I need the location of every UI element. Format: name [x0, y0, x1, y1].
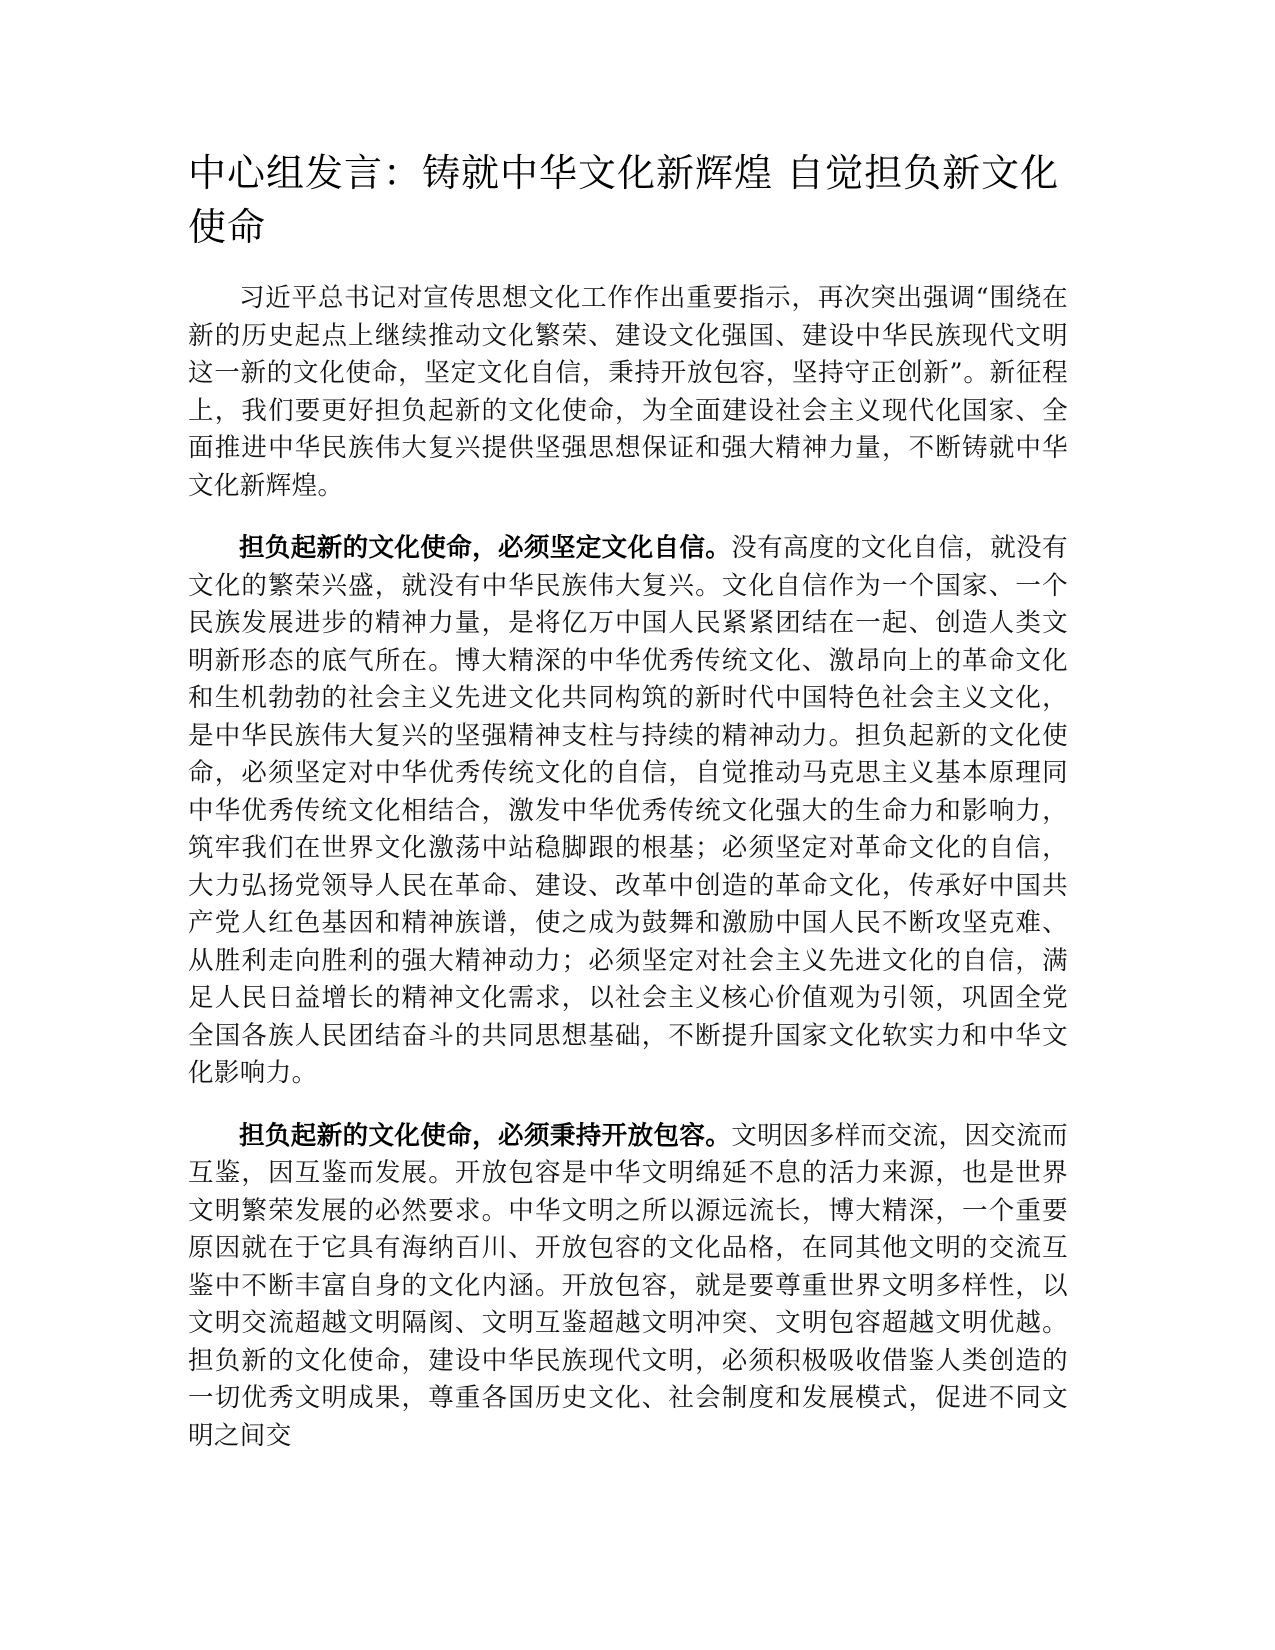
paragraph-lead: 担负起新的文化使命，必须坚定文化自信。 — [239, 533, 732, 563]
document-title: 中心组发言：铸就中华文化新辉煌 自觉担负新文化使命 — [188, 151, 1060, 249]
paragraph-text: 习近平总书记对宣传思想文化工作作出重要指示，再次突出强调“围绕在新的历史起点上继续推动文化繁荣、建设文化强国、建设中华民族现代文明这一新的文化使命，坚定文化自信，秉持开放包容，坚持守正创新”。新征程上，我们要更好担负起新的文化使命，为全面建设社会主义现代化国家、全面推进中华民族伟大复兴提供坚强思想保证和强大精神力量，不断铸就中华文化新辉煌。 — [188, 283, 1068, 501]
document-body — [188, 146, 1068, 1480]
paragraph-lead: 担负起新的文化使命，必须秉持开放包容。 — [239, 1120, 732, 1151]
paragraph-cultural-confidence — [188, 530, 1068, 1093]
paragraph-intro — [188, 280, 1068, 505]
paragraph-text: 没有高度的文化自信，就没有文化的繁荣兴盛，就没有中华民族伟大复兴。文化自信作为一个国家、一个民族发展进步的精神力量，是将亿万中国人民紧紧团结在一起、创造人类文明新形态的底气所在。博大精深的中华优秀传统文化、激昂向上的革命文化和生机勃勃的社会主义先进文化共同构筑的新时代中国特色社会主义文化，是中华民族伟大复兴的坚强精神支柱与持续的精神动力。担负起新的文化使命，必须坚定对中华优秀传统文化的自信，自觉推动马克思主义基本原理同中华优秀传统文化相结合，激发中华优秀传统文化强大的生命力和影响力，筑牢我们在世界文化激荡中站稳脚跟的根基；必须坚定对革命文化的自信，大力弘扬党领导人民在革命、建设、改革中创造的革命文化，传承好中国共产党人红色基因和精神族谱，使之成为鼓舞和激励中国人民不断攻坚克难、从胜利走向胜利的强大精神动力；必须坚定对社会主义先进文化的自信，满足人民日益增长的精神文化需求，以社会主义核心价值观为引领，巩固全党全国各族人民团结奋斗的共同思想基础，不断提升国家文化软实力和中华文化影响力。 — [188, 533, 1068, 1088]
paragraph-text: 文明因多样而交流，因交流而互鉴，因互鉴而发展。开放包容是中华文明绵延不息的活力来源，也是世界文明繁荣发展的必然要求。中华文明之所以源远流长，博大精深，一个重要原因就在于它具有海纳百川、开放包容的文化品格，在同其他文明的交流互鉴中不断丰富自身的文化内涵。开放包容，就是要尊重世界文明多样性，以文明交流超越文明隔阂、文明互鉴超越文明冲突、文明包容超越文明优越。担负新的文化使命，建设中华民族现代文明，必须积极吸收借鉴人类创造的一切优秀文明成果，尊重各国历史文化、社会制度和发展模式，促进不同文明之间交 — [188, 1120, 1068, 1451]
paragraph-openness — [188, 1118, 1068, 1456]
